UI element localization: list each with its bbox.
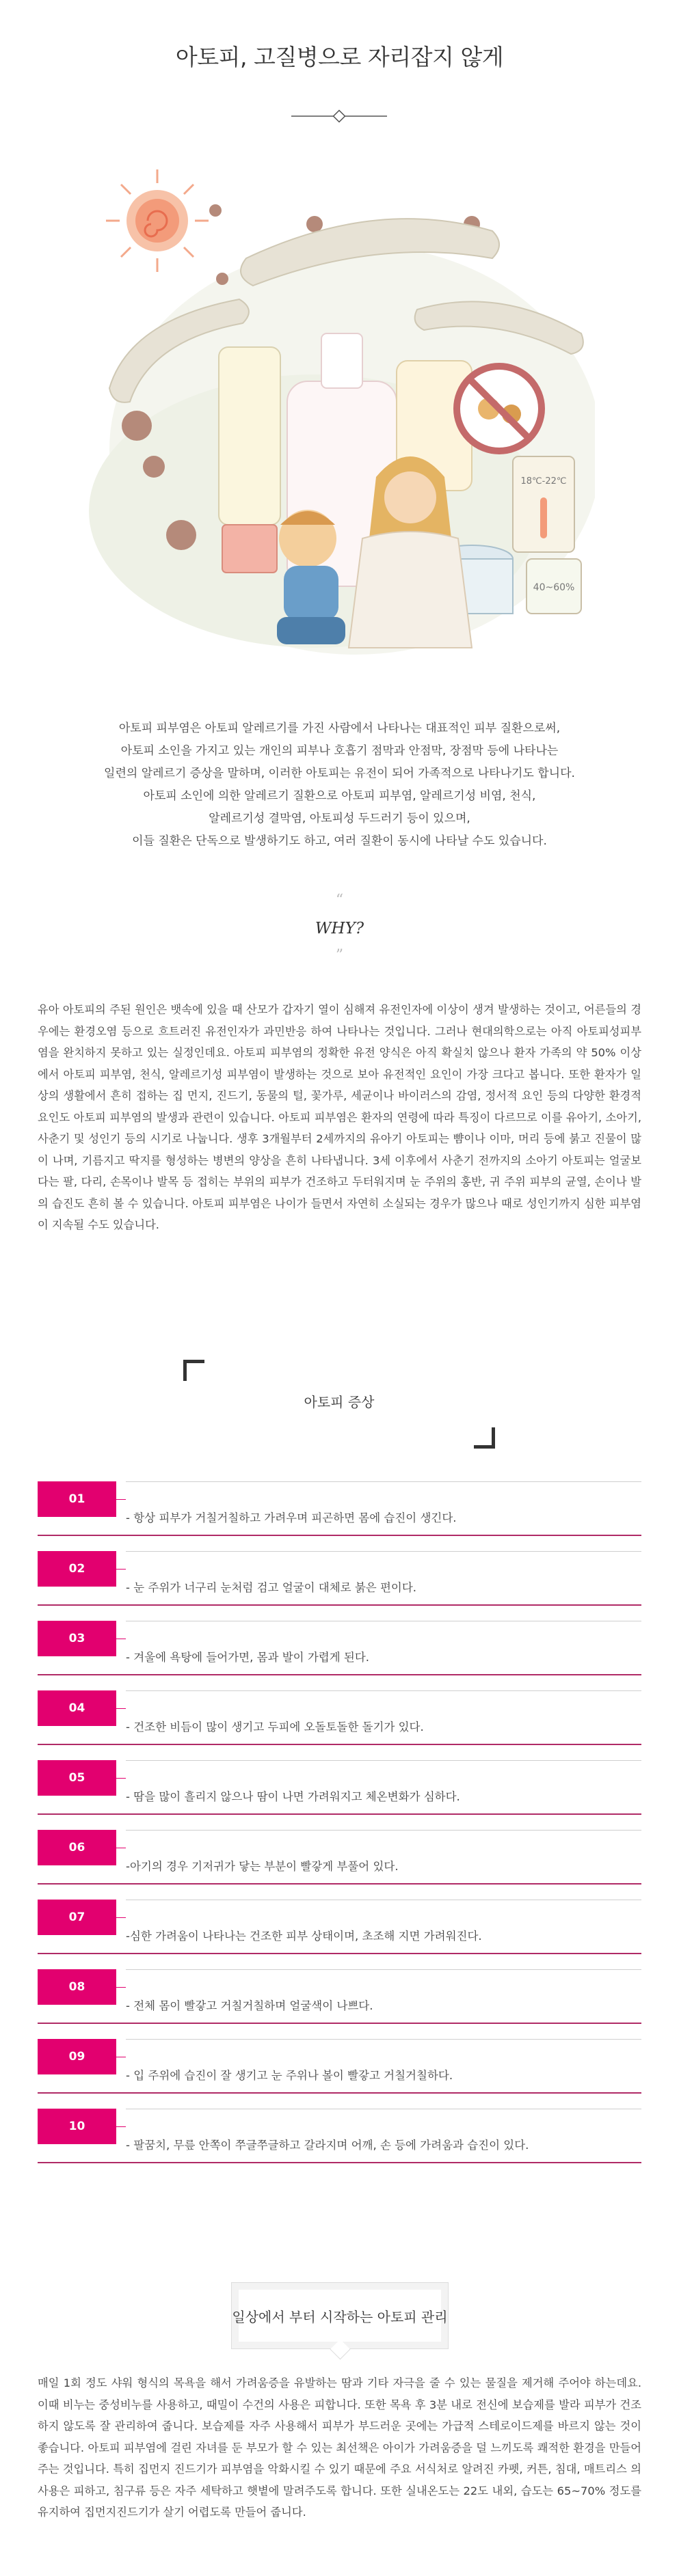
intro-line: 이들 질환은 단독으로 발생하기도 하고, 여러 질환이 동시에 나타날 수도 있습니다. — [132, 834, 547, 848]
symptom-number: 10 — [38, 2109, 116, 2144]
symptom-number: 08 — [38, 1969, 116, 2005]
intro-line: 알레르기성 결막염, 아토피성 두드러기 등이 있으며, — [209, 812, 470, 825]
symptom-number: 06 — [38, 1830, 116, 1865]
divider — [38, 1744, 641, 1745]
humidity-label: 40~60% — [533, 582, 575, 593]
symptom-text: - 겨울에 욕탕에 들어가면, 몸과 발이 가렵게 된다. — [126, 1651, 369, 1664]
symptom-item — [38, 1551, 641, 1621]
why-body: 유아 아토피의 주된 원인은 뱃속에 있을 때 산모가 갑자기 열이 심해져 유전인자에 이상이 생겨 발생하는 것이고, 어른들의 경우에는 환경오염 등으로 흐트러진 유전인자가 과민반응 하여 나타나는 것입니다. 그러나 현대의학으로는 아직 아토피성피부염을 완치하지 못하고 있는 실정인데요. 아토피 피부염의 정확한 유전 양식은 아직 확실치 않으나 환자 가족의 약 50% 이상에서 아토피 피부염, 천식, 알레르기성 피부염이 발생하는 것으로 보아 유전적인 요인이 가장 크다고 봅니다. 또한 환자가 일상의 생활에서 흔히 접하는 집 먼지, 진드기, 동물의 털, 꽃가루, 세균이나 바이러스의 감염, 정서적 요인 등의 다양한 환경적 요인도 아토피 피부염의 발생과 관련이 있습니다. 아토피 피부염은 환자의 연령에 따라 특징이 다르므로 이를 유아기, 소아기, 사춘기 및 성인기 등의 시기로 나눕니다. 생후 3개월부터 2세까지의 유아기 아토피는 뺨이나 이마, 머리 등에 붉고 진물이 많이 나며, 기름지고 딱지를 형성하는 병변의 양상을 흔히 나타냅니다. 3세 이후에서 사춘기 전까지의 소아기 아토피는 얼굴보다는 팔, 다리, 손목이나 발목 등 접히는 부위의 피부가 건조하고 두터워지며 눈 주위의 홍반, 귀 주위 피부의 균열, 손이나 발의 습진도 흔히 볼 수 있습니다. 아토피 피부염은 나이가 들면서 자연히 소실되는 경우가 많으나 때로 성인기까지 심한 피부염이 지속될 수도 있습니다. — [38, 1003, 641, 1231]
sun-icon — [106, 169, 209, 272]
symptoms-title: 아토피 증상 — [304, 1394, 375, 1410]
symptom-text: -아기의 경우 기저귀가 닿는 부분이 빨갛게 부풀어 있다. — [126, 1860, 399, 1873]
symptom-number: 02 — [38, 1551, 116, 1587]
corner-bracket — [474, 1427, 495, 1449]
divider — [38, 2162, 641, 2163]
care-title: 일상에서 부터 시작하는 아토피 관리 — [232, 2308, 448, 2325]
symptom-number: 03 — [38, 1621, 116, 1656]
divider — [38, 1604, 641, 1606]
no-pets-icon — [457, 366, 542, 451]
intro-line: 아토피 소인에 의한 알레르기 질환으로 아토피 피부염, 알레르기성 비염, 천식, — [143, 789, 536, 803]
divider — [126, 1830, 641, 1831]
why-quote-open: “ — [335, 892, 344, 909]
care-body: 매일 1회 정도 샤워 형식의 목욕을 해서 가려움증을 유발하는 땀과 기타 자극을 줄 수 있는 물질을 제거해 주어야 하는데요. 이때 비누는 중성비누를 사용하고, 때밀이 수건의 사용은 피합니다. 또한 목욕 후 3분 내로 전신에 보습제를 발라 피부가 건조하지 않도록 잘 관리하여 줍니다. 보습제를 자주 사용해서 피부가 부드러운 곳에는 가급적 스테로이드제를 바르지 않는 것이 좋습니다. 아토피 피부염에 걸린 자녀를 둔 부모가 할 수 있는 최선책은 아이가 가려움증을 덜 느끼도록 쾌적한 환경을 만들어 주는 것입니다. 특히 집먼지 진드기가 피부염을 악화시킬 수 있기 때문에 주요 서식처로 알려진 카펫, 커튼, 침대, 매트리스 의 사용은 피하고, 침구류 등은 자주 세탁하고 햇볕에 말려주도록 합니다. 또한 실내온도는 22도 내외, 습도는 65~70% 정도를 유지하여 집먼지진드기가 살기 어렵도록 만들어 줍니다. — [38, 2376, 641, 2519]
symptom-number: 09 — [38, 2039, 116, 2074]
symptom-item — [38, 1969, 641, 2039]
page-title: 아토피, 고질병으로 자리잡지 않게 — [175, 44, 504, 70]
symptom-number: 01 — [38, 1481, 116, 1517]
divider — [126, 2039, 641, 2040]
intro-line: 일련의 알레르기 증상을 말하며, 이러한 아토피는 유전이 되어 가족적으로 나타나기도 합니다. — [104, 767, 575, 780]
why-quote-close: ” — [335, 947, 344, 964]
symptom-item — [38, 1621, 641, 1690]
symptom-number: 04 — [38, 1690, 116, 1726]
symptom-text: - 땀을 많이 흘리지 않으나 땀이 나면 가려워지고 체온변화가 심하다. — [126, 1790, 460, 1803]
symptom-item — [38, 1481, 641, 1551]
intro-line: 아토피 피부염은 아토피 알레르기를 가진 사람에서 나타나는 대표적인 피부 질환으로써, — [118, 722, 561, 735]
symptom-item — [38, 1760, 641, 1830]
symptom-text: - 입 주위에 습진이 잘 생기고 눈 주위나 볼이 빨갛고 거칠거칠하다. — [126, 2069, 453, 2082]
symptoms-heading-box — [183, 1360, 495, 1449]
divider — [38, 1674, 641, 1675]
symptom-number: 05 — [38, 1760, 116, 1796]
symptom-text: -심한 가려움이 나타나는 건조한 피부 상태이며, 초조해 지면 가려워진다. — [126, 1930, 482, 1943]
divider — [126, 1690, 641, 1691]
symptom-text: - 건조한 비듬이 많이 생기고 두피에 오돌토돌한 돌기가 있다. — [126, 1721, 424, 1734]
title-divider — [291, 109, 387, 123]
symptom-text: - 전체 몸이 빨갛고 거칠거칠하며 얼굴색이 나쁘다. — [126, 1999, 373, 2012]
corner-bracket — [183, 1360, 204, 1381]
divider — [126, 1481, 641, 1482]
divider — [38, 1535, 641, 1536]
speech-pointer — [330, 2340, 351, 2360]
divider — [38, 2023, 641, 2024]
divider — [38, 1883, 641, 1885]
symptom-item — [38, 2039, 641, 2109]
symptom-item — [38, 2109, 641, 2178]
divider — [38, 1813, 641, 1815]
care-heading-box — [231, 2282, 449, 2349]
divider — [38, 1953, 641, 1954]
symptoms-list — [38, 1481, 641, 2178]
divider — [126, 1969, 641, 1970]
symptom-item — [38, 1830, 641, 1900]
symptom-text: - 눈 주위가 너구리 눈처럼 검고 얼굴이 대체로 붉은 편이다. — [126, 1581, 416, 1594]
divider — [38, 2092, 641, 2094]
symptom-item — [38, 1690, 641, 1760]
thermometer-label: 18℃-22℃ — [520, 476, 567, 487]
child-figure — [277, 510, 345, 644]
symptom-text: - 팔꿈치, 무릎 안쪽이 쭈글쭈글하고 갈라지며 어깨, 손 등에 가려움과 습진이 있다. — [126, 2139, 529, 2152]
divider — [126, 1551, 641, 1552]
divider — [126, 1760, 641, 1761]
symptom-number: 07 — [38, 1900, 116, 1935]
why-heading: WHY? — [315, 920, 364, 937]
intro-line: 아토피 소인을 가지고 있는 개인의 피부나 호흡기 점막과 안점막, 장점막 등에 나타나는 — [120, 744, 559, 758]
symptom-item — [38, 1900, 641, 1969]
symptom-text: - 항상 피부가 거칠거칠하고 가려우며 피곤하면 몸에 습진이 생긴다. — [126, 1511, 457, 1524]
atopy-illustration — [89, 156, 595, 668]
intro-text — [55, 717, 624, 853]
